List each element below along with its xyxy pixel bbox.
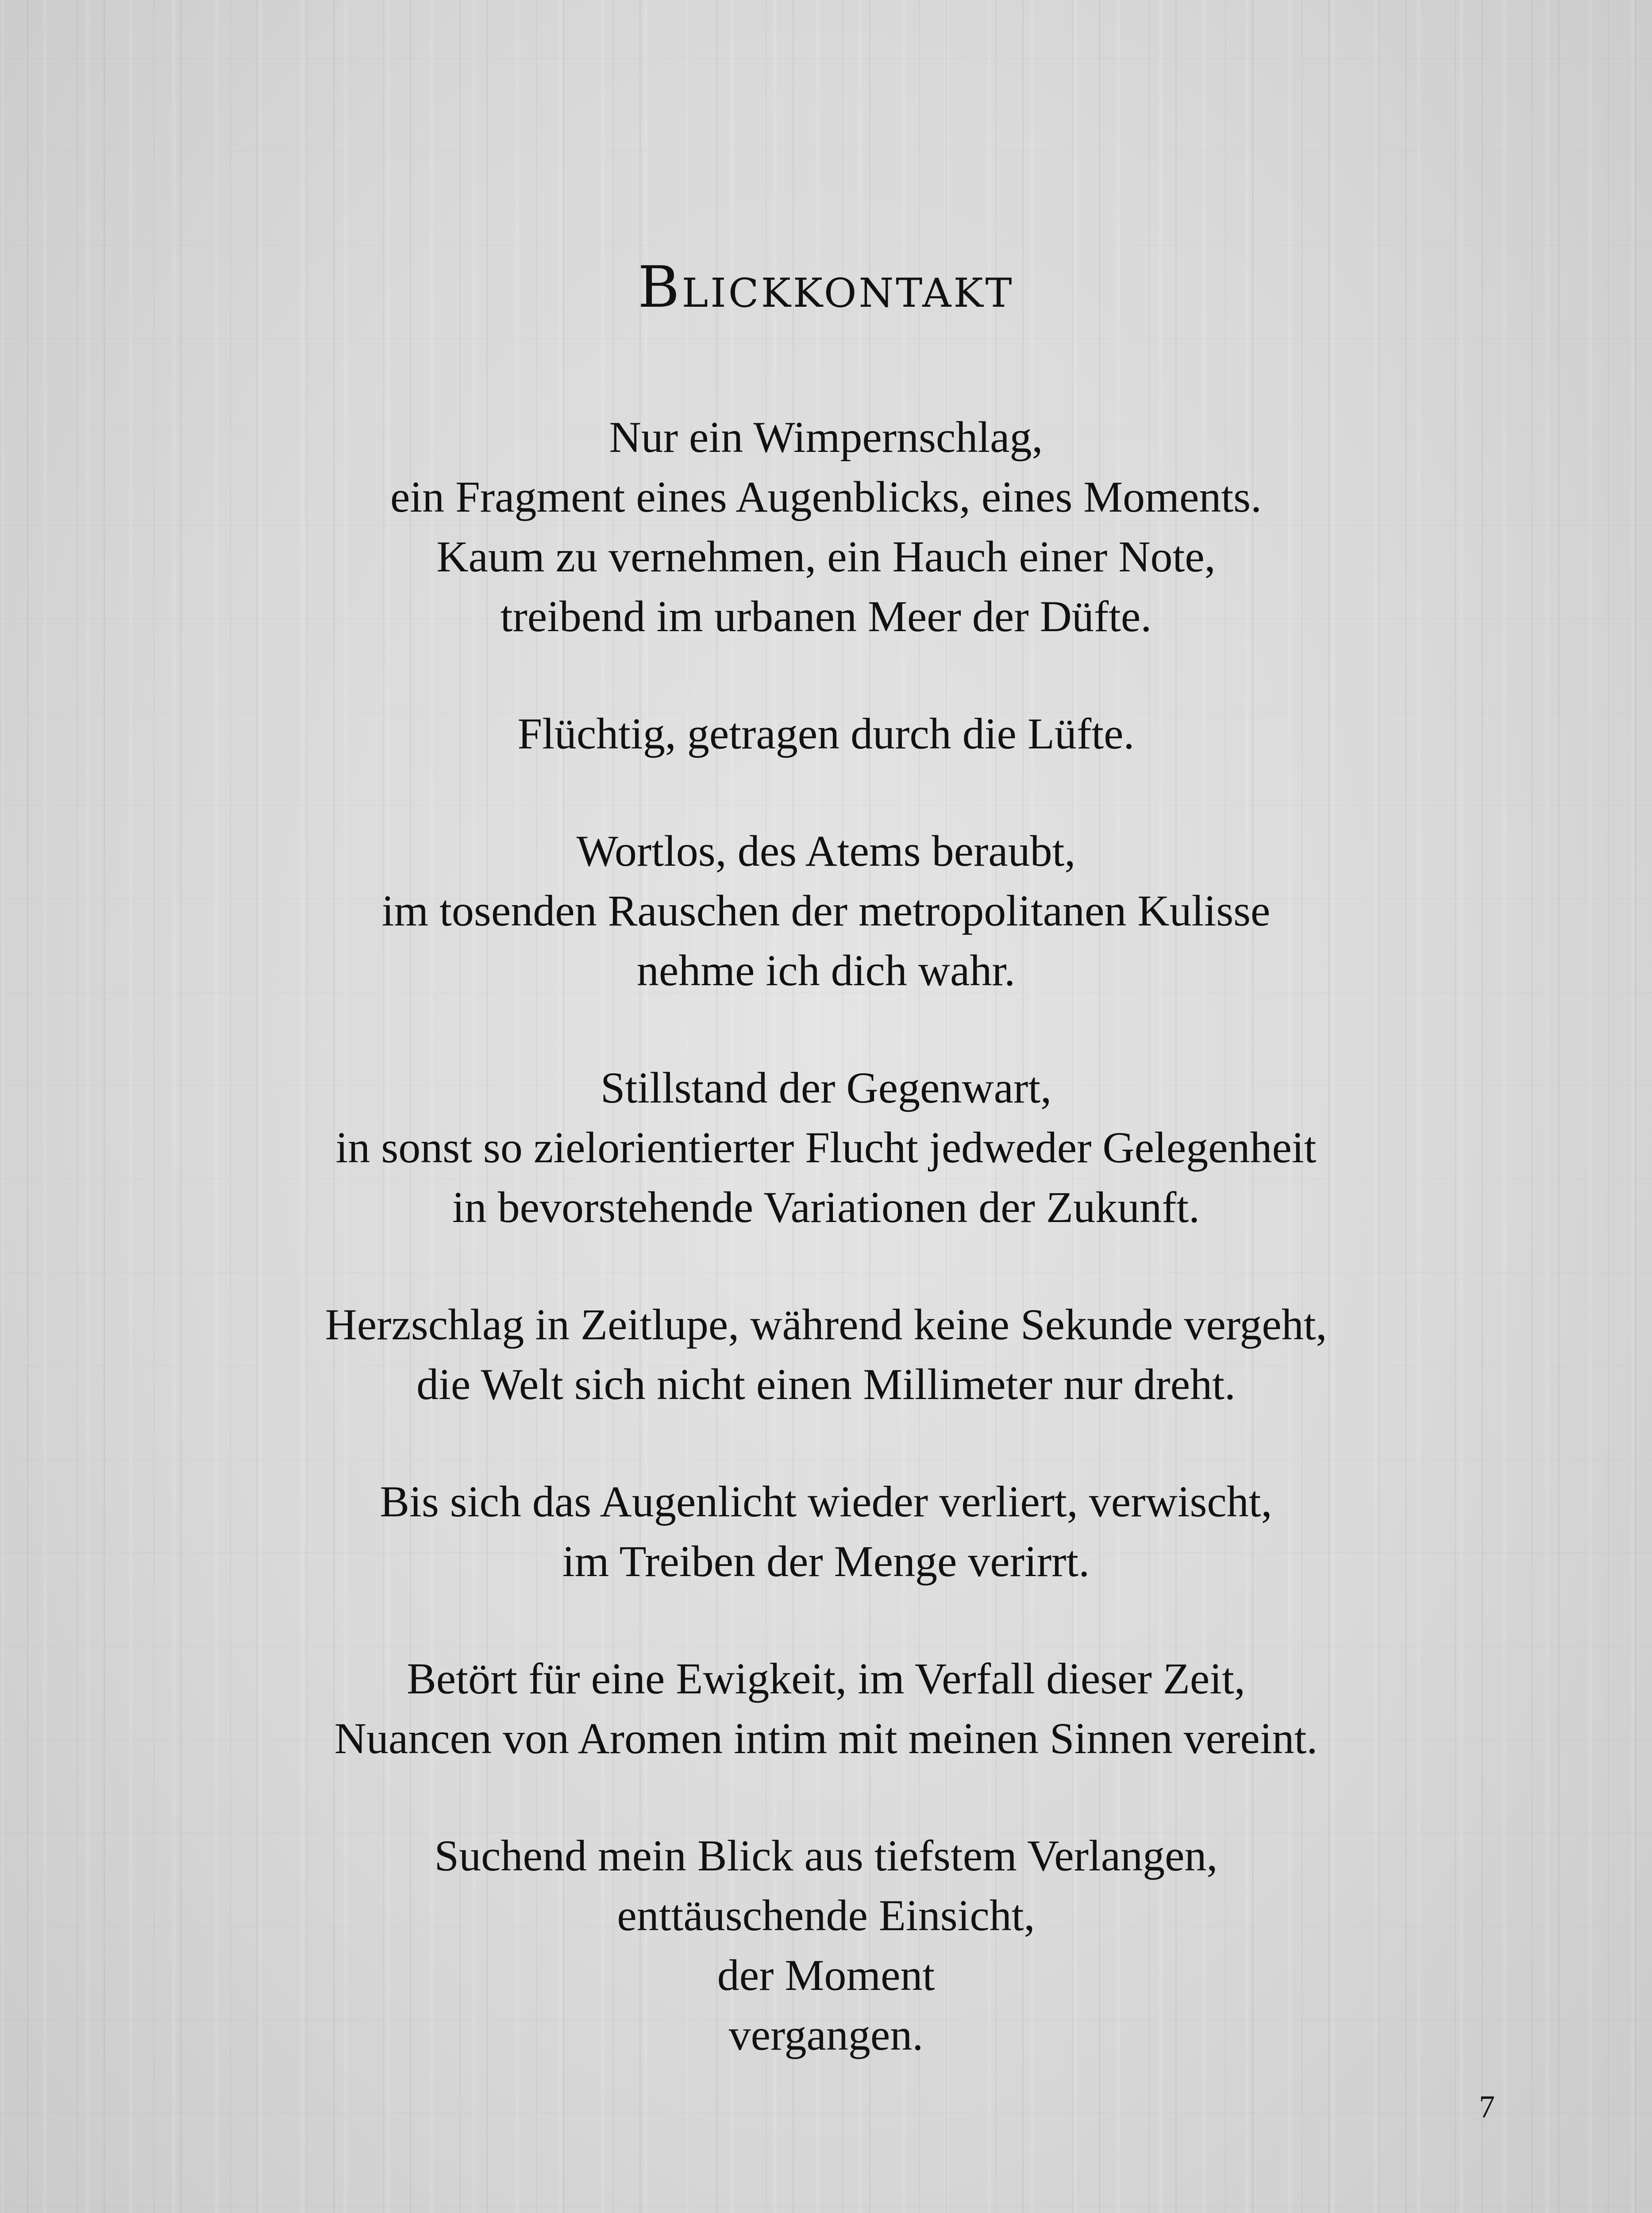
poem-line: Bis sich das Augenlicht wieder verliert, verwischt, <box>380 1477 1272 1526</box>
poem-line: in sonst so zielorientierter Flucht jedweder Gelegenheit <box>335 1123 1317 1172</box>
poem-line: im tosenden Rauschen der metropolitanen Kulisse <box>381 886 1271 935</box>
stanza-5 <box>0 1295 1652 1414</box>
poem-line: Kaum zu vernehmen, ein Hauch einer Note, <box>436 532 1216 581</box>
stanza-3 <box>0 821 1652 1000</box>
poem-line: in bevorstehende Variationen der Zukunft. <box>452 1183 1200 1232</box>
stanza-8 <box>0 1826 1652 2065</box>
stanza-7 <box>0 1649 1652 1768</box>
poem-body <box>0 407 1652 2122</box>
poem-line: der Moment <box>717 1951 935 2000</box>
poem-line: vergangen. <box>728 2010 924 2059</box>
stanza-6 <box>0 1472 1652 1591</box>
poem-line: Nuancen von Aromen intim mit meinen Sinnen vereint. <box>334 1714 1318 1763</box>
poem-line: treibend im urbanen Meer der Düfte. <box>500 592 1152 641</box>
poem-line: Flüchtig, getragen durch die Lüfte. <box>517 709 1135 758</box>
stanza-1 <box>0 407 1652 646</box>
poem-line: im Treiben der Menge verirrt. <box>562 1537 1090 1586</box>
poem-line: Betört für eine Ewigkeit, im Verfall dieser Zeit, <box>407 1654 1245 1703</box>
poem-line: Suchend mein Blick aus tiefstem Verlangen, <box>434 1831 1218 1880</box>
poem-line: nehme ich dich wahr. <box>636 946 1016 995</box>
poem-line: Herzschlag in Zeitlupe, während keine Sekunde vergeht, <box>325 1300 1327 1349</box>
page-number: 7 <box>1479 2089 1495 2124</box>
poem-line: Wortlos, des Atems beraubt, <box>576 826 1076 875</box>
poem-title: Blickkontakt <box>638 254 1014 320</box>
poem-line: Stillstand der Gegenwart, <box>600 1063 1052 1112</box>
stanza-4 <box>0 1058 1652 1237</box>
poem-line: die Welt sich nicht einen Millimeter nur dreht. <box>416 1360 1236 1409</box>
stanza-2 <box>0 704 1652 763</box>
poem-line: enttäuschende Einsicht, <box>617 1891 1035 1940</box>
poem-line: ein Fragment eines Augenblicks, eines Moments. <box>390 472 1262 521</box>
poem-line: Nur ein Wimpernschlag, <box>609 413 1043 462</box>
